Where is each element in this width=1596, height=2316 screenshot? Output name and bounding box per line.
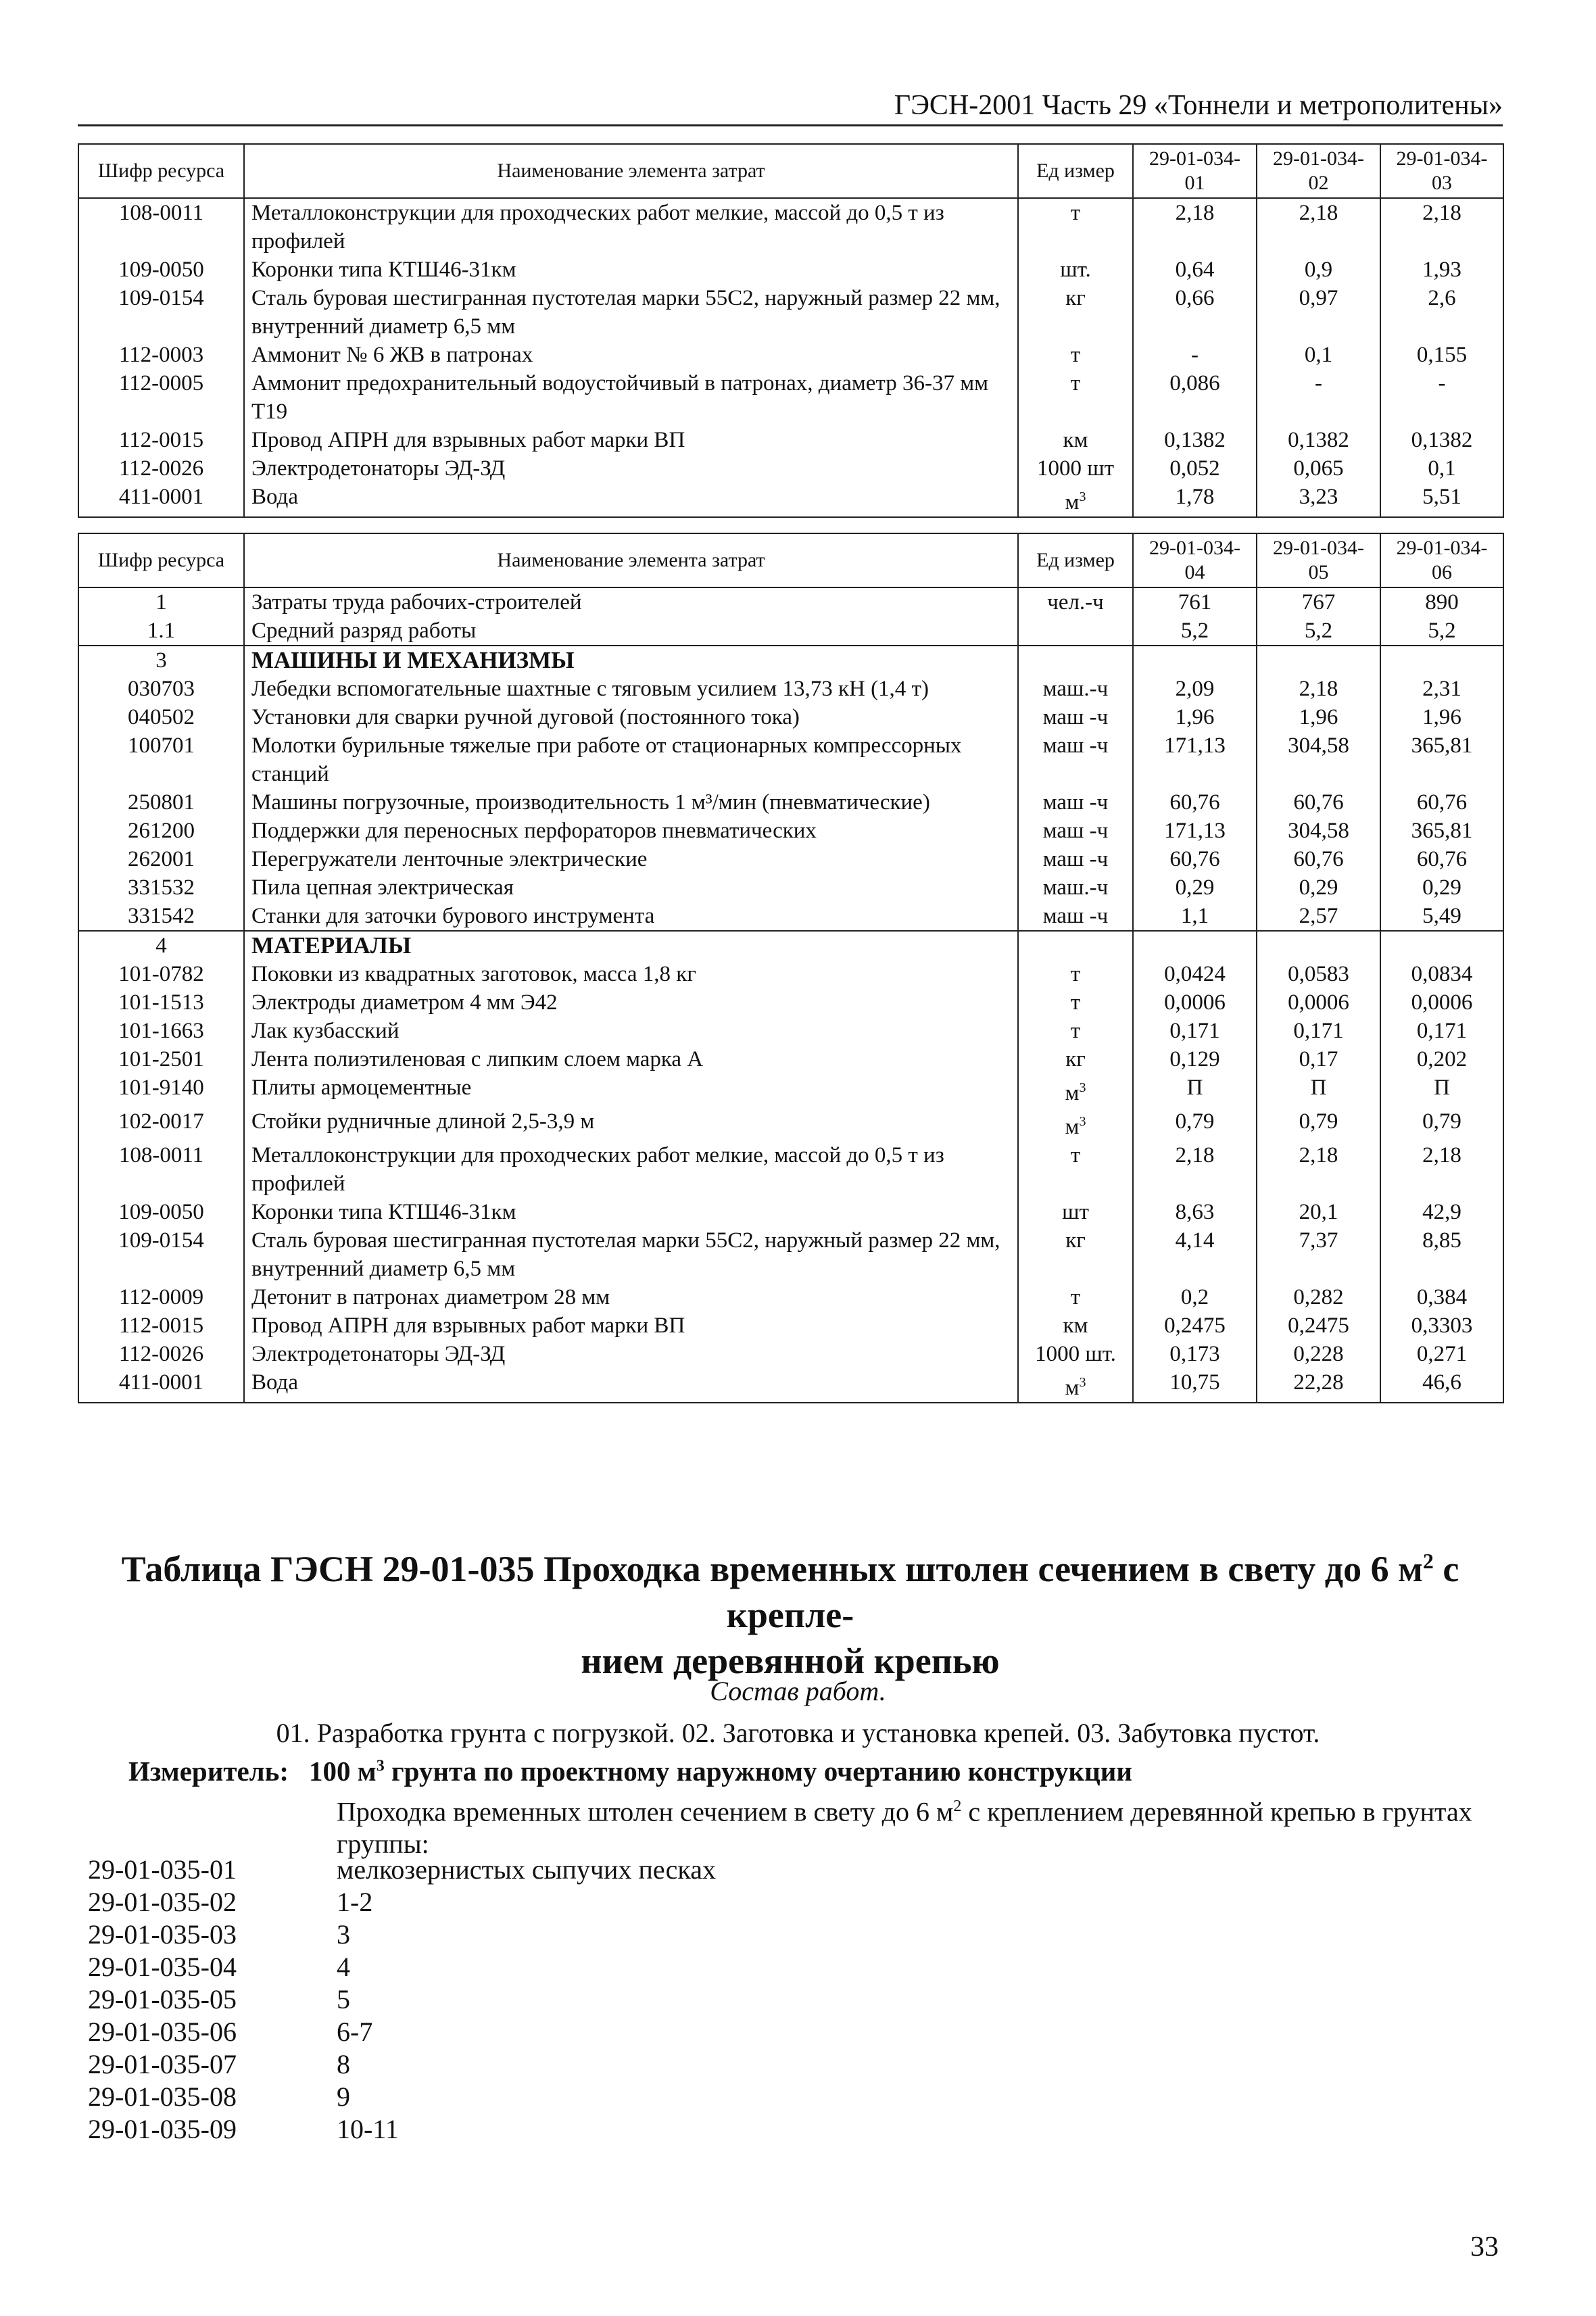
unit-cell: кг <box>1018 1226 1133 1283</box>
norm-code-label: 10-11 <box>337 2114 399 2144</box>
value-cell: 0,2475 <box>1133 1311 1257 1340</box>
unit-cell: $м^3$ <box>1018 483 1133 517</box>
value-cell: - <box>1380 369 1503 426</box>
resource-code: 109-0154 <box>78 284 244 341</box>
value-cell: 2,57 <box>1257 902 1380 931</box>
resource-name: Сталь буровая шестигранная пустотелая марки 55С2, наружный размер 22 мм, внутренний диаметр 6,5 мм <box>244 1226 1018 1283</box>
value-cell: 2,6 <box>1380 284 1503 341</box>
running-header: ГЭСН-2001 Часть 29 «Тоннели и метрополитены» <box>78 88 1503 126</box>
value-cell: 8,85 <box>1380 1226 1503 1283</box>
resource-table-1 <box>78 143 1504 518</box>
resource-name: Затраты труда рабочих-строителей <box>244 587 1018 617</box>
norm-code-row <box>88 2016 716 2048</box>
resource-code: 3 <box>78 646 244 675</box>
value-cell: 20,1 <box>1257 1198 1380 1226</box>
resource-code: 109-0050 <box>78 1198 244 1226</box>
title-line-1: Таблица ГЭСН 29-01-035 Проходка временных штолен сечением в свету до 6 $м^2$ с крепле- <box>121 1549 1459 1635</box>
value-cell: 5,2 <box>1133 617 1257 646</box>
table-row <box>78 902 1503 931</box>
resource-code: 4 <box>78 931 244 960</box>
unit-cell: км <box>1018 1311 1133 1340</box>
table-row <box>78 587 1503 617</box>
value-cell <box>1257 646 1380 675</box>
resource-name: МАШИНЫ И МЕХАНИЗМЫ <box>244 646 1018 675</box>
table-row <box>78 369 1503 426</box>
resource-table-2 <box>78 533 1504 1403</box>
norm-code: 29-01-035-03 <box>88 1919 237 1950</box>
table-row <box>78 960 1503 988</box>
value-cell: 0,0583 <box>1257 960 1380 988</box>
unit-cell: т <box>1018 988 1133 1017</box>
value-cell: 171,13 <box>1133 731 1257 788</box>
resource-name: Коронки типа КТШ46-31км <box>244 1198 1018 1226</box>
value-cell: 2,18 <box>1257 1141 1380 1198</box>
value-cell: 0,129 <box>1133 1045 1257 1073</box>
resource-name: Лебедки вспомогательные шахтные с тяговым усилием 13,73 кН (1,4 т) <box>244 675 1018 703</box>
value-cell: - <box>1133 341 1257 369</box>
resource-name: Станки для заточки бурового инструмента <box>244 902 1018 931</box>
resource-name: Поддержки для переносных перфораторов пневматических <box>244 817 1018 845</box>
value-cell: 365,81 <box>1380 731 1503 788</box>
resource-code: 030703 <box>78 675 244 703</box>
norm-code-label: 4 <box>337 1952 350 1982</box>
value-cell: 42,9 <box>1380 1198 1503 1226</box>
resource-code: 112-0015 <box>78 1311 244 1340</box>
value-cell: 2,18 <box>1133 198 1257 256</box>
resource-name: Лак кузбасский <box>244 1017 1018 1045</box>
value-cell: 0,64 <box>1133 256 1257 284</box>
table-row <box>78 1141 1503 1198</box>
value-cell: 1,96 <box>1133 703 1257 731</box>
value-cell: 0,173 <box>1133 1340 1257 1368</box>
value-cell: 5,2 <box>1257 617 1380 646</box>
resource-name: Провод АПРН для взрывных работ марки ВП <box>244 426 1018 454</box>
meter <box>128 1755 1132 1787</box>
value-cell: 0,2 <box>1133 1283 1257 1311</box>
resource-name: Электродетонаторы ЭД-ЗД <box>244 454 1018 483</box>
unit-cell <box>1018 931 1133 960</box>
norm-code: 29-01-035-06 <box>88 2017 237 2047</box>
unit-cell: шт. <box>1018 256 1133 284</box>
value-cell: 365,81 <box>1380 817 1503 845</box>
resource-code: 101-9140 <box>78 1073 244 1107</box>
value-cell: 60,76 <box>1133 788 1257 817</box>
value-cell: П <box>1380 1073 1503 1107</box>
resource-code: 1 <box>78 587 244 617</box>
section-row <box>78 931 1503 960</box>
resource-name: Пила цепная электрическая <box>244 873 1018 902</box>
unit-cell: км <box>1018 426 1133 454</box>
value-cell: 0,086 <box>1133 369 1257 426</box>
unit-cell: маш -ч <box>1018 845 1133 873</box>
value-cell: 0,29 <box>1380 873 1503 902</box>
table-1-body <box>78 198 1503 517</box>
resource-code: 112-0026 <box>78 454 244 483</box>
value-cell: 0,228 <box>1257 1340 1380 1368</box>
resource-code: 100701 <box>78 731 244 788</box>
resource-code: 112-0009 <box>78 1283 244 1311</box>
resource-code: 101-2501 <box>78 1045 244 1073</box>
value-cell: 0,1382 <box>1133 426 1257 454</box>
norm-code-row <box>88 1951 716 1983</box>
value-cell: 171,13 <box>1133 817 1257 845</box>
resource-name: Аммонит предохранительный водоустойчивый в патронах, диаметр 36-37 мм Т19 <box>244 369 1018 426</box>
norm-code: 29-01-035-01 <box>88 1854 237 1885</box>
unit-cell: т <box>1018 341 1133 369</box>
norm-code: 29-01-035-08 <box>88 2081 237 2112</box>
norm-code-row <box>88 1886 716 1919</box>
value-cell: 0,1382 <box>1257 426 1380 454</box>
col-v2-header: 29-01-034-05 <box>1257 533 1380 587</box>
value-cell: П <box>1257 1073 1380 1107</box>
resource-code: 101-0782 <box>78 960 244 988</box>
value-cell: 2,18 <box>1257 198 1380 256</box>
norm-code-row <box>88 2081 716 2113</box>
table-row <box>78 873 1503 902</box>
value-cell: П <box>1133 1073 1257 1107</box>
value-cell: 0,155 <box>1380 341 1503 369</box>
resource-name: Электроды диаметром 4 мм Э42 <box>244 988 1018 1017</box>
resource-name: МАТЕРИАЛЫ <box>244 931 1018 960</box>
norm-code: 29-01-035-02 <box>88 1887 237 1917</box>
unit-cell: маш -ч <box>1018 788 1133 817</box>
value-cell: 60,76 <box>1380 845 1503 873</box>
unit-cell: маш -ч <box>1018 817 1133 845</box>
resource-name: Установки для сварки ручной дуговой (постоянного тока) <box>244 703 1018 731</box>
resource-name: Машины погрузочные, производительность 1 м³/мин (пневматические) <box>244 788 1018 817</box>
unit-cell: кг <box>1018 284 1133 341</box>
table-row <box>78 256 1503 284</box>
value-cell: 0,1 <box>1380 454 1503 483</box>
resource-name: Вода <box>244 1368 1018 1403</box>
table-row <box>78 198 1503 256</box>
resource-name: Средний разряд работы <box>244 617 1018 646</box>
value-cell: 0,171 <box>1257 1017 1380 1045</box>
table-row <box>78 1045 1503 1073</box>
value-cell: 0,202 <box>1380 1045 1503 1073</box>
norm-code-label: мелкозернистых сыпучих песках <box>337 1854 716 1885</box>
resource-name: Сталь буровая шестигранная пустотелая марки 55С2, наружный размер 22 мм, внутренний диаметр 6,5 мм <box>244 284 1018 341</box>
value-cell: 2,18 <box>1133 1141 1257 1198</box>
resource-name: Молотки бурильные тяжелые при работе от стационарных компрессорных станций <box>244 731 1018 788</box>
value-cell: 60,76 <box>1257 845 1380 873</box>
value-cell <box>1133 646 1257 675</box>
value-cell: 0,1 <box>1257 341 1380 369</box>
value-cell: 1,78 <box>1133 483 1257 517</box>
value-cell: 0,29 <box>1133 873 1257 902</box>
resource-code: 1.1 <box>78 617 244 646</box>
resource-code: 112-0026 <box>78 1340 244 1368</box>
norm-code: 29-01-035-04 <box>88 1952 237 1982</box>
value-cell: 0,065 <box>1257 454 1380 483</box>
table-row <box>78 1368 1503 1403</box>
norm-code-label: 5 <box>337 1984 350 2015</box>
value-cell: 0,3303 <box>1380 1311 1503 1340</box>
value-cell: - <box>1257 369 1380 426</box>
table-row <box>78 817 1503 845</box>
meter-label: Измеритель: <box>128 1756 289 1787</box>
value-cell <box>1380 646 1503 675</box>
meter-value: 100 $м^3$ грунта по проектному наружному очертанию конструкции <box>309 1756 1133 1787</box>
table-row <box>78 1226 1503 1283</box>
table-row <box>78 1198 1503 1226</box>
resource-code: 250801 <box>78 788 244 817</box>
norm-code-label: 6-7 <box>337 2017 373 2047</box>
resource-code: 261200 <box>78 817 244 845</box>
value-cell: 4,14 <box>1133 1226 1257 1283</box>
norm-code-row <box>88 2113 716 2146</box>
norm-code-label: 9 <box>337 2081 350 2112</box>
resource-name: Поковки из квадратных заготовок, масса 1,8 кг <box>244 960 1018 988</box>
resource-code: 411-0001 <box>78 1368 244 1403</box>
resource-code: 101-1513 <box>78 988 244 1017</box>
value-cell: 1,1 <box>1133 902 1257 931</box>
unit-cell: т <box>1018 369 1133 426</box>
value-cell: 0,171 <box>1380 1017 1503 1045</box>
unit-cell: $м^3$ <box>1018 1073 1133 1107</box>
table-row <box>78 426 1503 454</box>
table-row <box>78 675 1503 703</box>
norm-code: 29-01-035-09 <box>88 2114 237 2144</box>
unit-cell: т <box>1018 960 1133 988</box>
resource-code: 108-0011 <box>78 198 244 256</box>
value-cell: 0,0006 <box>1257 988 1380 1017</box>
value-cell: 60,76 <box>1133 845 1257 873</box>
table-row <box>78 1017 1503 1045</box>
value-cell: 767 <box>1257 587 1380 617</box>
unit-cell: $м^3$ <box>1018 1368 1133 1403</box>
value-cell: 2,18 <box>1380 198 1503 256</box>
value-cell: 0,79 <box>1380 1107 1503 1141</box>
value-cell: 2,09 <box>1133 675 1257 703</box>
norm-code-row <box>88 2048 716 2081</box>
resource-code: 102-0017 <box>78 1107 244 1141</box>
resource-name: Плиты армоцементные <box>244 1073 1018 1107</box>
resource-name: Детонит в патронах диаметром 28 мм <box>244 1283 1018 1311</box>
value-cell: 304,58 <box>1257 731 1380 788</box>
norm-code-row <box>88 1854 716 1886</box>
norm-code-label: 3 <box>337 1919 350 1950</box>
table-row <box>78 483 1503 517</box>
value-cell: 890 <box>1380 587 1503 617</box>
value-cell: 5,51 <box>1380 483 1503 517</box>
unit-cell: маш.-ч <box>1018 873 1133 902</box>
value-cell: 2,18 <box>1380 1141 1503 1198</box>
value-cell: 0,9 <box>1257 256 1380 284</box>
value-cell: 10,75 <box>1133 1368 1257 1403</box>
value-cell: 761 <box>1133 587 1257 617</box>
norm-code-row <box>88 1983 716 2016</box>
value-cell: 0,2475 <box>1257 1311 1380 1340</box>
table-row <box>78 284 1503 341</box>
value-cell: 0,0834 <box>1380 960 1503 988</box>
value-cell: 7,37 <box>1257 1226 1380 1283</box>
resource-code: 112-0005 <box>78 369 244 426</box>
value-cell: 0,66 <box>1133 284 1257 341</box>
value-cell: 0,052 <box>1133 454 1257 483</box>
table-row <box>78 1340 1503 1368</box>
value-cell: 0,79 <box>1257 1107 1380 1141</box>
norm-code: 29-01-035-07 <box>88 2049 237 2079</box>
value-cell: 8,63 <box>1133 1198 1257 1226</box>
table-row <box>78 454 1503 483</box>
unit-cell: чел.-ч <box>1018 587 1133 617</box>
value-cell: 0,0424 <box>1133 960 1257 988</box>
value-cell: 1,96 <box>1380 703 1503 731</box>
unit-cell: маш -ч <box>1018 902 1133 931</box>
table-row <box>78 788 1503 817</box>
work-composition-text: 01. Разработка грунта с погрузкой. 02. Заготовка и установка крепей. 03. Забутовка пустот. <box>276 1718 1320 1748</box>
value-cell: 304,58 <box>1257 817 1380 845</box>
resource-code: 331532 <box>78 873 244 902</box>
resource-code: 108-0011 <box>78 1141 244 1198</box>
page-number: 33 <box>1470 2231 1499 2263</box>
norm-code: 29-01-035-05 <box>88 1984 237 2015</box>
value-cell: 0,271 <box>1380 1340 1503 1368</box>
value-cell: 22,28 <box>1257 1368 1380 1403</box>
resource-name: Лента полиэтиленовая с липким слоем марка А <box>244 1045 1018 1073</box>
value-cell: 2,31 <box>1380 675 1503 703</box>
table-row <box>78 988 1503 1017</box>
value-cell: 0,79 <box>1133 1107 1257 1141</box>
col-name-header: Наименование элемента затрат <box>244 533 1018 587</box>
section-row <box>78 646 1503 675</box>
value-cell <box>1257 931 1380 960</box>
table-row <box>78 341 1503 369</box>
resource-code: 112-0015 <box>78 426 244 454</box>
resource-name: Коронки типа КТШ46-31км <box>244 256 1018 284</box>
value-cell <box>1380 931 1503 960</box>
norm-code-row <box>88 1919 716 1951</box>
title-line-2: нием деревянной крепью <box>581 1641 1000 1681</box>
value-cell: 0,384 <box>1380 1283 1503 1311</box>
resource-code: 262001 <box>78 845 244 873</box>
col-v3-header: 29-01-034-03 <box>1380 144 1503 198</box>
unit-cell <box>1018 617 1133 646</box>
resource-code: 331542 <box>78 902 244 931</box>
table-row <box>78 1283 1503 1311</box>
value-cell: 0,1382 <box>1380 426 1503 454</box>
table-row <box>78 617 1503 646</box>
unit-cell: $м^3$ <box>1018 1107 1133 1141</box>
table-row <box>78 1311 1503 1340</box>
value-cell: 5,49 <box>1380 902 1503 931</box>
unit-cell: т <box>1018 1017 1133 1045</box>
resource-name: Перегружатели ленточные электрические <box>244 845 1018 873</box>
col-code-header: Шифр ресурса <box>78 533 244 587</box>
unit-cell: маш.-ч <box>1018 675 1133 703</box>
resource-name: Вода <box>244 483 1018 517</box>
value-cell: 0,171 <box>1133 1017 1257 1045</box>
resource-name: Стойки рудничные длиной 2,5-3,9 м <box>244 1107 1018 1141</box>
resource-code: 109-0154 <box>78 1226 244 1283</box>
col-v1-header: 29-01-034-04 <box>1133 533 1257 587</box>
norm-code-list <box>88 1854 716 2146</box>
resource-name: Металлоконструкции для проходческих работ мелкие, массой до 0,5 т из профилей <box>244 1141 1018 1198</box>
value-cell: 3,23 <box>1257 483 1380 517</box>
resource-name: Металлоконструкции для проходческих работ мелкие, массой до 0,5 т из профилей <box>244 198 1018 256</box>
unit-cell: т <box>1018 1141 1133 1198</box>
resource-code: 112-0003 <box>78 341 244 369</box>
resource-code: 109-0050 <box>78 256 244 284</box>
value-cell: 1,96 <box>1257 703 1380 731</box>
col-unit-header: Ед измер <box>1018 533 1133 587</box>
value-cell: 0,0006 <box>1133 988 1257 1017</box>
unit-cell: т <box>1018 198 1133 256</box>
unit-cell: 1000 шт <box>1018 454 1133 483</box>
resource-name: Электродетонаторы ЭД-ЗД <box>244 1340 1018 1368</box>
resource-code: 040502 <box>78 703 244 731</box>
col-v1-header: 29-01-034-01 <box>1133 144 1257 198</box>
resource-code: 411-0001 <box>78 483 244 517</box>
table-row <box>78 845 1503 873</box>
col-name-header: Наименование элемента затрат <box>244 144 1018 198</box>
table-row <box>78 1073 1503 1107</box>
col-v3-header: 29-01-034-06 <box>1380 533 1503 587</box>
col-code-header: Шифр ресурса <box>78 144 244 198</box>
table-title <box>78 1538 1503 1684</box>
table-row <box>78 703 1503 731</box>
value-cell: 0,29 <box>1257 873 1380 902</box>
resource-name: Провод АПРН для взрывных работ марки ВП <box>244 1311 1018 1340</box>
resource-name: Аммонит № 6 ЖВ в патронах <box>244 341 1018 369</box>
value-cell: 0,0006 <box>1380 988 1503 1017</box>
unit-cell: маш -ч <box>1018 731 1133 788</box>
table-row <box>78 731 1503 788</box>
unit-cell <box>1018 646 1133 675</box>
norm-code-label: 1-2 <box>337 1887 373 1917</box>
unit-cell: т <box>1018 1283 1133 1311</box>
unit-cell: маш -ч <box>1018 703 1133 731</box>
value-cell: 0,17 <box>1257 1045 1380 1073</box>
value-cell: 60,76 <box>1380 788 1503 817</box>
table-2-body <box>78 587 1503 1403</box>
unit-cell: 1000 шт. <box>1018 1340 1133 1368</box>
value-cell: 1,93 <box>1380 256 1503 284</box>
value-cell <box>1133 931 1257 960</box>
value-cell: 2,18 <box>1257 675 1380 703</box>
col-v2-header: 29-01-034-02 <box>1257 144 1380 198</box>
norm-code-label: 8 <box>337 2049 350 2079</box>
col-unit-header: Ед измер <box>1018 144 1133 198</box>
value-cell: 46,6 <box>1380 1368 1503 1403</box>
value-cell: 0,282 <box>1257 1283 1380 1311</box>
value-cell: 0,97 <box>1257 284 1380 341</box>
unit-cell: кг <box>1018 1045 1133 1073</box>
work-composition-heading: Состав работ. <box>710 1676 886 1706</box>
value-cell: 5,2 <box>1380 617 1503 646</box>
norm-description: Проходка временных штолен сечением в свету до 6 $м^2$ с креплением деревянной крепью в грунтах группы: <box>337 1796 1472 1860</box>
unit-cell: шт <box>1018 1198 1133 1226</box>
value-cell: 60,76 <box>1257 788 1380 817</box>
resource-code: 101-1663 <box>78 1017 244 1045</box>
table-row <box>78 1107 1503 1141</box>
